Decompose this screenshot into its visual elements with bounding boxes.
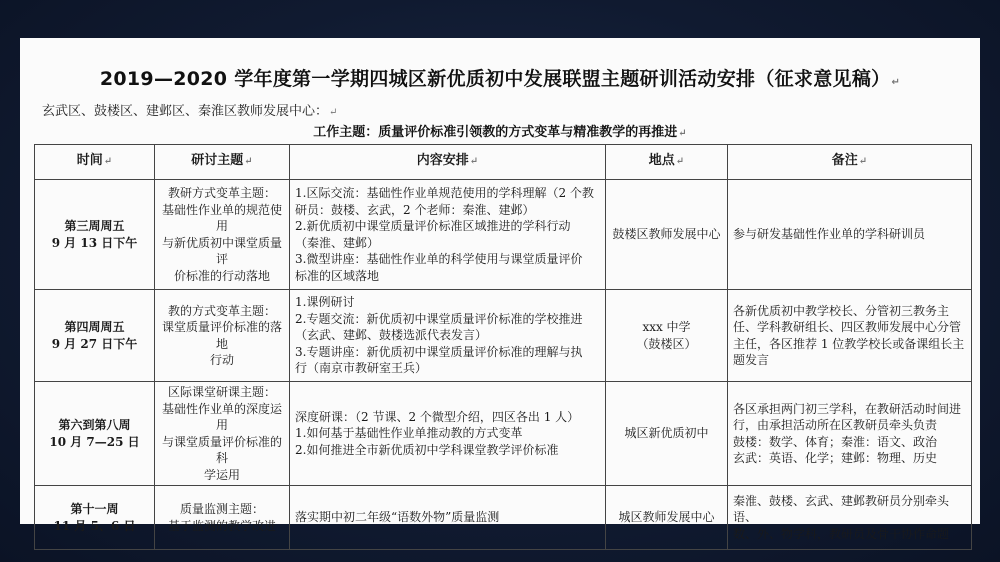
cell-line: 主任，各区推荐 1 位教学校长或备课组长主 [733, 336, 965, 351]
cell-topic [155, 486, 290, 550]
table-row [35, 180, 972, 290]
header-topic: 研讨主题↵ [155, 145, 290, 180]
cell-line: 参与研发基础性作业单的学科研训员 [733, 227, 926, 242]
cell-line: 教研方式变革主题： [167, 186, 276, 200]
cell-place [606, 180, 728, 290]
cell-line: 深度研课：（2 节课、2 个微型介绍，四区各出 1 人） [295, 409, 580, 424]
cell-line: 10 月 7—25 日 [49, 434, 140, 449]
cell-line: 基于监测的教学改进 [167, 518, 276, 533]
cell-time [35, 382, 155, 486]
cell-content [290, 486, 606, 550]
cell-line: 城区新优质初中 [624, 426, 709, 441]
cell-line: 2.如何推进全市新优质初中学科课堂教学评价标准 [295, 442, 559, 457]
cell-content [290, 290, 606, 382]
cell-line: 第四周周五 [64, 320, 125, 334]
table-header-row [35, 145, 972, 180]
cell-content [290, 382, 606, 486]
cell-line: 基础性作业单的深度运用 [161, 401, 282, 432]
recipients-line: 玄武区、鼓楼区、建邺区、秦淮区教师发展中心：↵ [42, 104, 338, 119]
cell-line: 落实期中初二年级“语数外物”质量监测 [295, 510, 500, 525]
cell-place [606, 290, 728, 382]
table-row [35, 290, 972, 382]
cell-line: 城区教师发展中心 [618, 510, 715, 525]
cell-line: （玄武、建邺、鼓楼选派代表发言） [295, 328, 488, 343]
cell-line: 各区承担两门初三学科，在教研活动时间进 [733, 401, 962, 416]
cell-topic [155, 180, 290, 290]
cell-line: 9 月 27 日下午 [51, 336, 138, 351]
cell-content [290, 180, 606, 290]
cell-line: 第三周周五 [64, 219, 125, 233]
cell-place [606, 486, 728, 550]
cell-line: 9 月 13 日下午 [51, 235, 138, 250]
schedule-table [34, 144, 972, 550]
cell-time [35, 290, 155, 382]
header-note: 备注↵ [728, 145, 972, 180]
cell-line: 第六到第八周 [58, 418, 131, 432]
table-body [35, 180, 972, 550]
cell-line: 行动 [209, 353, 234, 367]
cell-line: 任、学科教研组长、四区教师发展中心分管 [733, 320, 962, 334]
cell-line: 秦淮、鼓楼、玄武、建邺教研员分别牵头语、 [733, 493, 950, 525]
cell-line: 2.新优质初中课堂质量评价标准区域推进的学科行动 [295, 219, 571, 233]
cell-line: xxx 中学 [642, 320, 691, 334]
cell-line: 课堂质量评价标准的落地 [161, 320, 282, 351]
document-title: 2019—2020 学年度第一学期四城区新优质初中发展联盟主题研训活动安排（征求意见稿）↵ [99, 68, 901, 90]
work-theme: 工作主题：质量评价标准引领教的方式变革与精准教学的再推进↵ [313, 125, 687, 140]
cell-line: 各新优质初中教学校长、分管初三教务主 [733, 303, 950, 318]
cell-line: 第十一周 [70, 502, 119, 516]
cell-line: 玄武：英语、化学；建邺：物理、历史 [733, 451, 938, 465]
document-page [20, 38, 980, 541]
cell-line: 与新优质初中课堂质量评 [161, 235, 282, 266]
cell-line: 3.专题讲座：新优质初中课堂质量评价标准的理解与执 [295, 344, 583, 359]
cell-topic [155, 290, 290, 382]
cell-line: 题发言 [733, 353, 770, 367]
cell-line: 1.如何基于基础性作业单推动教的方式变革 [295, 426, 523, 441]
cell-note [728, 290, 972, 382]
cell-line: 3.微型讲座：基础性作业单的科学使用与课堂质量评价 [295, 252, 583, 266]
cell-note [728, 180, 972, 290]
table-row [35, 382, 972, 486]
cell-line: 研员：鼓楼、玄武，2 个老师：秦淮、建邺） [295, 202, 535, 217]
header-time: 时间↵ [35, 145, 155, 180]
cell-line: 11 月 5、6 日 [53, 518, 136, 533]
cell-note [728, 382, 972, 486]
cell-line: 区际课堂研课主题： [167, 385, 276, 399]
cell-place [606, 382, 728, 486]
table-row [35, 486, 972, 550]
header-content: 内容安排↵ [290, 145, 606, 180]
cell-line: 标准的区域落地 [295, 268, 380, 283]
cell-line: 价标准的行动落地 [173, 268, 270, 283]
cell-line: 2.专题交流：新优质初中课堂质量评价标准的学校推进 [295, 311, 583, 326]
cell-line: 行，由承担活动所在区教研员牵头负责 [733, 418, 938, 432]
cell-line: 质量监测主题： [179, 502, 264, 516]
cell-line: （秦淮、建邺） [295, 235, 380, 250]
cell-note [728, 486, 972, 550]
cell-line: 学运用 [203, 467, 240, 482]
cell-line: 基础性作业单的规范使用 [161, 202, 282, 233]
header-place: 地点↵ [606, 145, 728, 180]
cell-line: 鼓楼区教师发展中心 [612, 227, 721, 242]
cell-time [35, 486, 155, 550]
cell-line: 行（南京市教研室王兵） [295, 361, 428, 376]
cell-line: 教的方式变革主题： [167, 303, 276, 318]
cell-topic [155, 382, 290, 486]
cell-line: 鼓楼：数学、体育；秦淮：语文、政治 [733, 434, 938, 449]
cell-line: （鼓楼区） [636, 336, 697, 351]
cell-line: 数、外、物学科，教研员及骨干协作命题 [733, 526, 950, 541]
cell-line: 与课堂质量评价标准的科 [161, 434, 282, 465]
cell-line: 1.区际交流：基础性作业单规范使用的学科理解（2 个教 [295, 186, 594, 200]
cell-time [35, 180, 155, 290]
cell-line: 1.课例研讨 [295, 295, 355, 310]
